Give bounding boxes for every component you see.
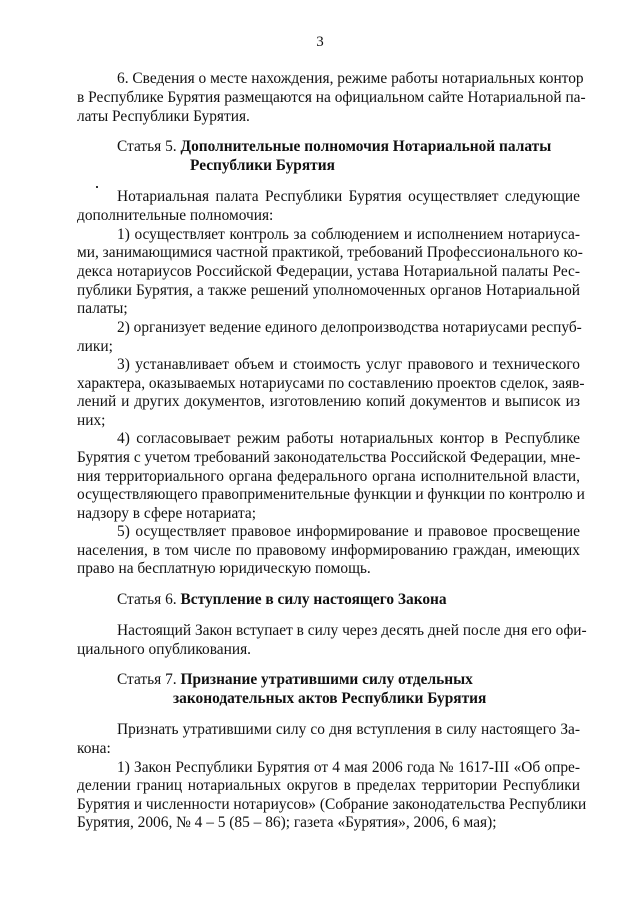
- text-line: ми, занимающимися частной практикой, требований Профессионального ко-: [77, 244, 583, 261]
- text-line: циального опубликования.: [77, 641, 252, 658]
- article-title: законодательных актов Республики Бурятия: [173, 690, 487, 707]
- text-line: Нотариальная палата Республики Бурятия осуществляет следующие: [117, 188, 580, 205]
- article-label: Статья 7.: [117, 671, 177, 688]
- text-line: населения, в том числе по правовому информированию граждан, имеющих: [77, 542, 580, 559]
- article-7-heading: [117, 671, 473, 689]
- text-line: 1) Закон Республики Бурятия от 4 мая 2006 года № 1617-III «Об опре-: [117, 759, 580, 776]
- text-line: 6. Сведения о месте нахождения, режиме работы нотариальных контор: [117, 70, 584, 87]
- page-number: 3: [316, 34, 324, 50]
- text-line: право на бесплатную юридическую помощь.: [77, 560, 371, 577]
- text-line: делении границ нотариальных округов в пределах территории Республики: [77, 777, 580, 794]
- article-5-heading-cont: [190, 157, 335, 175]
- text-line: дополнительные полномочия:: [77, 207, 274, 224]
- text-line: 2) организует ведение единого делопроизводства нотариусами респуб-: [117, 319, 582, 336]
- text-line: ния территориального органа федерального органа исполнительной власти,: [77, 468, 580, 485]
- text-line: латы Республики Бурятия.: [77, 108, 250, 125]
- text-line: декса нотариусов Российской Федерации, устава Нотариальной палаты Рес-: [77, 263, 580, 280]
- text-line: осуществляющего правоприменительные функции и функции по контролю и: [77, 486, 585, 503]
- text-line: в Республике Бурятия размещаются на официальном сайте Нотариальной па-: [77, 89, 586, 106]
- text-line: них;: [77, 412, 106, 429]
- text-line: Бурятия, 2006, № 4 – 5 (85 – 86); газета «Бурятия», 2006, 6 мая);: [77, 814, 497, 831]
- text-line: 5) осуществляет правовое информирование и правовое просвещение: [117, 523, 580, 540]
- article-7-heading-cont: [173, 690, 486, 708]
- article-title: Вступление в силу настоящего Закона: [180, 591, 447, 608]
- article-label: Статья 6.: [117, 591, 177, 608]
- text-line: Бурятия с учетом требований законодательства Российской Федерации, мне-: [77, 449, 581, 466]
- text-line: Признать утратившими силу со дня вступления в силу настоящего За-: [117, 721, 580, 738]
- article-title: Признание утратившими силу отдельных: [180, 671, 473, 688]
- article-title: Республики Бурятия: [190, 157, 335, 174]
- text-line: 3) устанавливает объем и стоимость услуг правового и технического: [117, 356, 580, 373]
- text-line: лений и других документов, изготовлению копий документов и выписок из: [77, 393, 580, 410]
- text-line: надзору в сфере нотариата;: [77, 505, 256, 522]
- text-line: палаты;: [77, 300, 128, 317]
- text-line: 4) согласовывает режим работы нотариальных контор в Республике: [117, 430, 580, 447]
- article-label: Статья 5.: [117, 138, 177, 155]
- text-line: 1) осуществляет контроль за соблюдением и исполнением нотариуса-: [117, 226, 580, 243]
- article-5-heading: [117, 138, 551, 156]
- text-line: характера, оказываемых нотариусами по составлению проектов сделок, заяв-: [77, 375, 585, 392]
- article-6-heading: [117, 591, 447, 609]
- text-line: лики;: [77, 338, 113, 355]
- stray-dot: [96, 186, 98, 188]
- article-title: Дополнительные полномочия Нотариальной палаты: [180, 138, 552, 155]
- text-line: кона:: [77, 740, 111, 757]
- text-line: Настоящий Закон вступает в силу через десять дней после дня его офи-: [117, 622, 587, 639]
- text-line: Бурятия и численности нотариусов» (Собрание законодательства Республики: [77, 796, 587, 813]
- text-line: публики Бурятия, а также решений уполномоченных органов Нотариальной: [77, 282, 580, 299]
